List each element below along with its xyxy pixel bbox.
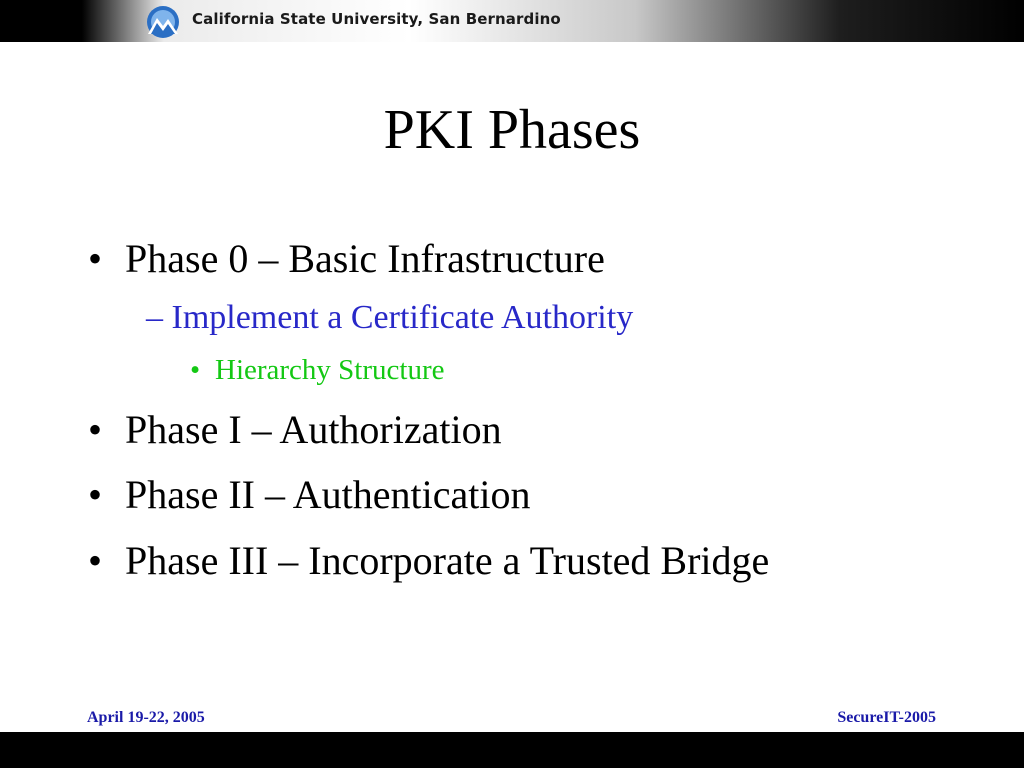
bullet-text: Phase 0 – Basic Infrastructure <box>125 236 605 281</box>
bullet-item <box>88 236 605 281</box>
sub-bullet-dash: – <box>146 299 172 336</box>
bullet-item <box>88 538 770 583</box>
bullet-dot: • <box>88 472 103 517</box>
institution-name: California State University, San Bernardino <box>192 10 561 28</box>
footer-bar <box>0 732 1024 768</box>
sub-bullet-item <box>146 301 633 335</box>
bullet-text: Phase III – Incorporate a Trusted Bridge <box>125 538 770 583</box>
sub-sub-bullet-dot: • <box>190 354 201 386</box>
sub-sub-bullet-text: Hierarchy Structure <box>215 354 445 386</box>
slide-title: PKI Phases <box>383 99 641 161</box>
bullet-dot: • <box>88 236 103 281</box>
footer-event: SecureIT-2005 <box>837 709 936 726</box>
bullet-dot: • <box>88 407 103 452</box>
footer-date: April 19-22, 2005 <box>87 709 205 726</box>
sub-sub-bullet-item <box>190 356 444 385</box>
bullet-text: Phase I – Authorization <box>125 407 502 452</box>
sub-bullet-text: Implement a Certificate Authority <box>171 299 634 336</box>
bullet-text: Phase II – Authentication <box>125 472 531 517</box>
bullet-item <box>88 407 502 452</box>
bullet-item <box>88 472 531 517</box>
bullet-dot: • <box>88 538 103 583</box>
